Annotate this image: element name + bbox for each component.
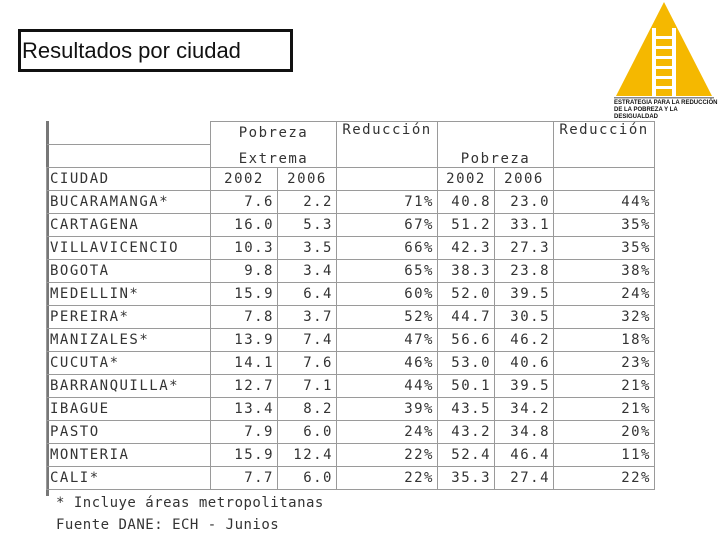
footnote-source: Fuente DANE: ECH - Junios	[56, 517, 280, 533]
value-cell: 22%	[337, 466, 438, 489]
value-cell: 21%	[554, 374, 655, 397]
value-cell: 16.0	[211, 213, 278, 236]
logo-text	[614, 100, 720, 121]
value-cell: 67%	[337, 213, 438, 236]
value-cell: 7.8	[211, 305, 278, 328]
city-cell: BOGOTA	[47, 259, 211, 282]
table-row	[47, 282, 655, 305]
header-pobreza-extrema-2: Extrema	[211, 144, 337, 167]
value-cell: 13.4	[211, 397, 278, 420]
header-2006-pobreza: 2006	[495, 167, 554, 190]
value-cell: 24%	[337, 420, 438, 443]
value-cell: 39.5	[495, 282, 554, 305]
value-cell: 60%	[337, 282, 438, 305]
value-cell: 30.5	[495, 305, 554, 328]
value-cell: 7.6	[211, 190, 278, 213]
value-cell: 7.7	[211, 466, 278, 489]
logo-line-2: DE LA POBREZA Y LA DESIGUALDAD	[614, 107, 678, 120]
table-row	[47, 374, 655, 397]
value-cell: 13.9	[211, 328, 278, 351]
table-row	[47, 466, 655, 489]
value-cell: 23.8	[495, 259, 554, 282]
header-empty-4	[337, 167, 438, 190]
value-cell: 18%	[554, 328, 655, 351]
header-2006-extrema: 2006	[278, 167, 337, 190]
value-cell: 34.2	[495, 397, 554, 420]
city-cell: BARRANQUILLA*	[47, 374, 211, 397]
value-cell: 43.2	[438, 420, 495, 443]
value-cell: 40.6	[495, 351, 554, 374]
table-row	[47, 236, 655, 259]
value-cell: 7.1	[278, 374, 337, 397]
city-cell: MANIZALES*	[47, 328, 211, 351]
value-cell: 46%	[337, 351, 438, 374]
city-cell: PEREIRA*	[47, 305, 211, 328]
city-cell: CARTAGENA	[47, 213, 211, 236]
table-row	[47, 420, 655, 443]
value-cell: 6.0	[278, 420, 337, 443]
table-row	[47, 305, 655, 328]
value-cell: 46.4	[495, 443, 554, 466]
value-cell: 27.3	[495, 236, 554, 259]
value-cell: 10.3	[211, 236, 278, 259]
value-cell: 44.7	[438, 305, 495, 328]
value-cell: 44%	[554, 190, 655, 213]
header-2002-extrema: 2002	[211, 167, 278, 190]
value-cell: 3.7	[278, 305, 337, 328]
header-pobreza-extrema-1: Pobreza	[211, 122, 337, 145]
value-cell: 44%	[337, 374, 438, 397]
table-row	[47, 259, 655, 282]
value-cell: 2.2	[278, 190, 337, 213]
table-row	[47, 397, 655, 420]
header-row-1	[47, 122, 655, 145]
value-cell: 5.3	[278, 213, 337, 236]
city-cell: IBAGUE	[47, 397, 211, 420]
value-cell: 9.8	[211, 259, 278, 282]
header-empty-3	[47, 144, 211, 167]
value-cell: 32%	[554, 305, 655, 328]
value-cell: 14.1	[211, 351, 278, 374]
value-cell: 47%	[337, 328, 438, 351]
value-cell: 35%	[554, 236, 655, 259]
value-cell: 12.4	[278, 443, 337, 466]
value-cell: 35.3	[438, 466, 495, 489]
value-cell: 38.3	[438, 259, 495, 282]
table-row	[47, 328, 655, 351]
value-cell: 7.6	[278, 351, 337, 374]
value-cell: 39.5	[495, 374, 554, 397]
value-cell: 15.9	[211, 443, 278, 466]
value-cell: 24%	[554, 282, 655, 305]
value-cell: 52.0	[438, 282, 495, 305]
value-cell: 35%	[554, 213, 655, 236]
value-cell: 50.1	[438, 374, 495, 397]
header-2002-pobreza: 2002	[438, 167, 495, 190]
value-cell: 34.8	[495, 420, 554, 443]
value-cell: 20%	[554, 420, 655, 443]
value-cell: 3.5	[278, 236, 337, 259]
value-cell: 52.4	[438, 443, 495, 466]
city-cell: BUCARAMANGA*	[47, 190, 211, 213]
city-cell: MEDELLIN*	[47, 282, 211, 305]
city-cell: PASTO	[47, 420, 211, 443]
value-cell: 42.3	[438, 236, 495, 259]
results-table	[46, 121, 655, 490]
value-cell: 6.0	[278, 466, 337, 489]
value-cell: 12.7	[211, 374, 278, 397]
header-empty-5	[554, 167, 655, 190]
header-empty-2	[438, 122, 554, 145]
value-cell: 27.4	[495, 466, 554, 489]
logo-line-1: ESTRATEGIA PARA LA REDUCCIÓN	[614, 100, 718, 106]
table-row	[47, 351, 655, 374]
city-cell: VILLAVICENCIO	[47, 236, 211, 259]
value-cell: 56.6	[438, 328, 495, 351]
value-cell: 52%	[337, 305, 438, 328]
value-cell: 7.9	[211, 420, 278, 443]
value-cell: 23%	[554, 351, 655, 374]
value-cell: 22%	[554, 466, 655, 489]
header-row-3	[47, 167, 655, 190]
value-cell: 7.4	[278, 328, 337, 351]
results-table-wrap	[46, 121, 655, 490]
value-cell: 71%	[337, 190, 438, 213]
value-cell: 38%	[554, 259, 655, 282]
value-cell: 22%	[337, 443, 438, 466]
header-empty	[47, 122, 211, 145]
table-row	[47, 443, 655, 466]
value-cell: 65%	[337, 259, 438, 282]
value-cell: 51.2	[438, 213, 495, 236]
value-cell: 40.8	[438, 190, 495, 213]
value-cell: 21%	[554, 397, 655, 420]
value-cell: 43.5	[438, 397, 495, 420]
city-cell: CUCUTA*	[47, 351, 211, 374]
value-cell: 6.4	[278, 282, 337, 305]
table-row	[47, 190, 655, 213]
value-cell: 23.0	[495, 190, 554, 213]
header-pobreza: Pobreza	[438, 144, 554, 167]
value-cell: 3.4	[278, 259, 337, 282]
page-title: Resultados por ciudad	[22, 38, 241, 63]
title-box	[18, 29, 293, 72]
table-row	[47, 213, 655, 236]
city-cell: MONTERIA	[47, 443, 211, 466]
header-ciudad: CIUDAD	[47, 167, 211, 190]
value-cell: 11%	[554, 443, 655, 466]
city-cell: CALI*	[47, 466, 211, 489]
header-reduccion-2: Reducción	[554, 122, 655, 168]
table-body	[47, 190, 655, 489]
value-cell: 33.1	[495, 213, 554, 236]
value-cell: 53.0	[438, 351, 495, 374]
value-cell: 8.2	[278, 397, 337, 420]
value-cell: 46.2	[495, 328, 554, 351]
header-reduccion-1: Reducción	[337, 122, 438, 168]
value-cell: 15.9	[211, 282, 278, 305]
value-cell: 66%	[337, 236, 438, 259]
footnote-metropolitan: * Incluye áreas metropolitanas	[56, 495, 324, 511]
value-cell: 39%	[337, 397, 438, 420]
